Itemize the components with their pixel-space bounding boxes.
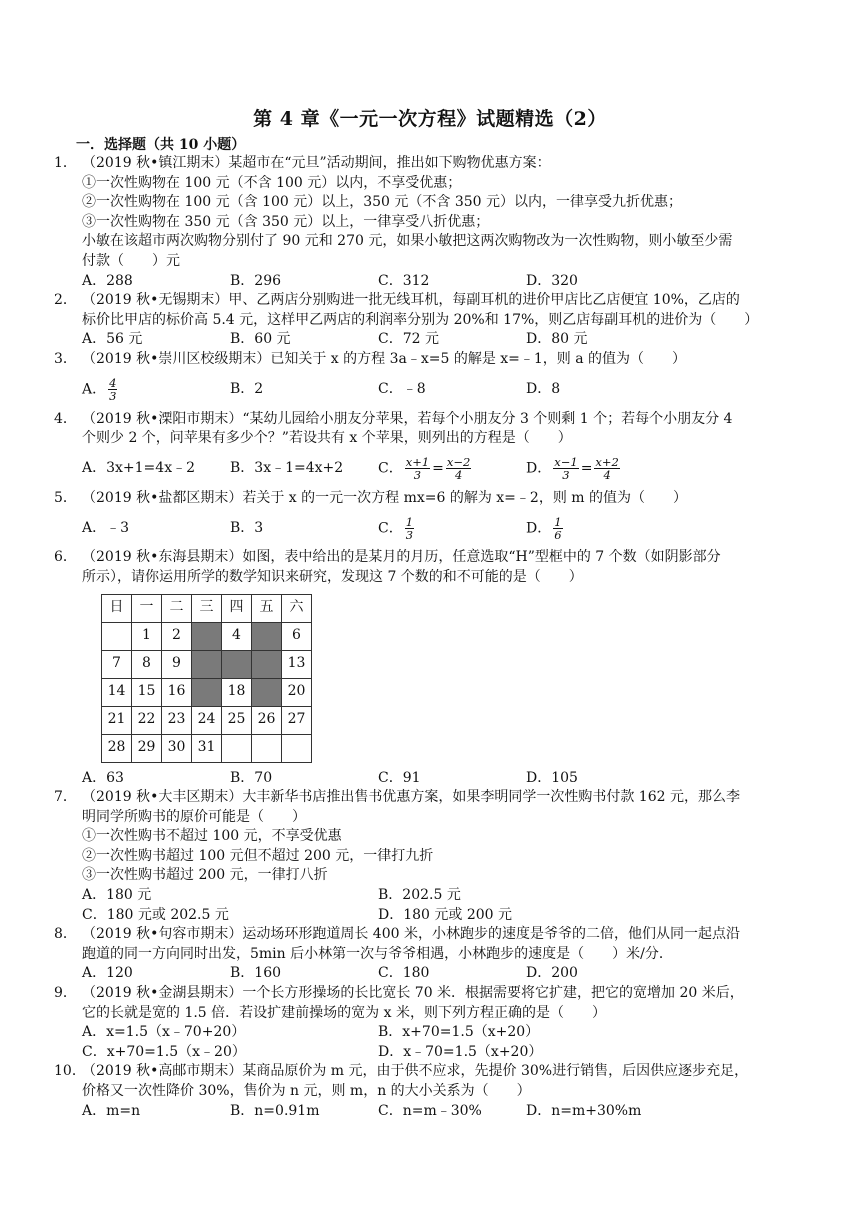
question-4 — [54, 410, 794, 489]
day-cell: 8 — [132, 650, 162, 678]
option-a: A．﹣3 — [82, 519, 130, 536]
day-cell — [192, 678, 222, 706]
day-cell: 26 — [252, 706, 282, 734]
option-c: C．91 — [378, 769, 421, 786]
question-line: 价格又一次性降价 30%，售价为 n 元，则 m，n 的大小关系为（ ） — [82, 1083, 531, 1099]
question-line: ③一次性购书超过 200 元，一律打八折 — [82, 867, 328, 884]
weekday-cell: 一 — [132, 594, 162, 622]
fraction: $\frac{4}{3}$ — [109, 376, 117, 404]
day-cell: 21 — [102, 706, 132, 734]
question-3 — [54, 350, 794, 410]
question-number: 5． — [54, 489, 77, 506]
fraction: $\frac{x-1}{3}$ — [554, 455, 578, 483]
question-line: ③一次性购物在 350 元（含 350 元）以上，一律享受八折优惠； — [82, 213, 490, 230]
option-a: A．m=n — [82, 1102, 141, 1119]
option-a: A．120 — [82, 965, 133, 982]
question-line: ②一次性购物在 100 元（含 100 元）以上，350 元（不含 350 元）以内，一律享受九折优惠； — [82, 194, 683, 211]
day-cell: 14 — [102, 678, 132, 706]
day-cell — [192, 650, 222, 678]
options-row — [54, 769, 794, 789]
question-line: 标价比甲店的标价高 5.4 元，这样甲乙两店的利润率分别为 20%和 17%，则乙店每副耳机的进价为（ ） — [82, 311, 759, 328]
calendar-row — [102, 622, 312, 650]
day-cell: 20 — [282, 678, 312, 706]
question-line: 个则少 2 个，问苹果有多少个？”若设共有 x 个苹果，则列出的方程是（ ） — [82, 430, 572, 447]
option-d: D．n=m+30%m — [526, 1102, 642, 1119]
question-7 — [54, 788, 794, 925]
day-cell — [222, 650, 252, 678]
day-cell: 2 — [162, 622, 192, 650]
equals-sign: = — [580, 460, 593, 477]
question-line: （2019 秋•金湖县期末）一个长方形操场的长比宽长 70 米．根据需要将它扩建，把它的宽增加 20 米后， — [82, 985, 744, 1002]
day-cell: 18 — [222, 678, 252, 706]
option-d: D．x﹣70=1.5（x+20） — [378, 1043, 543, 1060]
day-cell: 31 — [192, 734, 222, 762]
day-cell: 13 — [282, 650, 312, 678]
calendar-row — [102, 706, 312, 734]
option-label: C． — [378, 520, 403, 537]
day-cell: 27 — [282, 706, 312, 734]
option-a: A．288 — [82, 272, 133, 289]
option-c: C．x+70=1.5（x﹣20） — [82, 1043, 246, 1060]
option-b: B．3 — [230, 519, 264, 536]
question-number: 2． — [54, 292, 77, 309]
calendar-table — [101, 594, 312, 763]
question-stem: （2019 秋•崇川区校级期末）已知关于 x 的方程 3a﹣x=5 的解是 x=﹣1，则 a 的值为（ ） — [82, 350, 687, 367]
option-c: C．n=m﹣30% — [378, 1102, 482, 1119]
option-d: D．180 元或 200 元 — [378, 906, 513, 923]
option-c: C．180 — [378, 965, 430, 982]
day-cell — [252, 622, 282, 650]
weekday-cell: 三 — [192, 594, 222, 622]
option-c: C．312 — [378, 272, 430, 289]
options-grid — [54, 886, 794, 925]
day-cell: 9 — [162, 650, 192, 678]
options-row — [54, 272, 794, 292]
option-d: D．8 — [526, 380, 561, 397]
day-cell — [252, 650, 282, 678]
question-line: 所示），请你运用所学的数学知识来研究，发现这 7 个数的和不可能的是（ ） — [82, 568, 583, 585]
question-1 — [54, 154, 794, 291]
option-b: B．x+70=1.5（x+20） — [378, 1024, 540, 1041]
question-line: （2019 秋•大丰区期末）大丰新华书店推出售书优惠方案，如果李明同学一次性购书付款 162 元，那么李 — [82, 789, 740, 806]
question-list — [54, 154, 794, 1121]
weekday-cell: 日 — [102, 594, 132, 622]
weekday-cell: 五 — [252, 594, 282, 622]
option-d — [526, 456, 674, 481]
day-cell — [192, 622, 222, 650]
calendar-row — [102, 734, 312, 762]
option-label: D． — [526, 460, 552, 477]
question-line: （2019 秋•东海县期末）如图，表中给出的是某月的月历，任意选取“H”型框中的 7 个数（如阴影部分 — [82, 549, 721, 566]
weekday-cell: 二 — [162, 594, 192, 622]
question-2 — [54, 291, 794, 350]
question-5 — [54, 489, 794, 549]
calendar-row — [102, 678, 312, 706]
option-a: A．180 元 — [82, 887, 152, 904]
equals-sign: = — [432, 460, 444, 477]
option-d: D．200 — [526, 965, 578, 982]
option-d: D．80 元 — [526, 331, 588, 348]
option-d: D．105 — [526, 769, 578, 786]
option-b: B．60 元 — [230, 331, 291, 348]
option-label: D． — [526, 520, 552, 537]
question-number: 7． — [54, 789, 77, 806]
day-cell: 4 — [222, 622, 252, 650]
day-cell: 16 — [162, 678, 192, 706]
option-b: B．296 — [230, 272, 282, 289]
question-line: 它的长就是宽的 1.5 倍．若设扩建前操场的宽为 x 米，则下列方程正确的是（ ） — [82, 1004, 606, 1021]
question-number: 4． — [54, 410, 77, 427]
question-8 — [54, 925, 794, 984]
option-c — [378, 516, 526, 541]
section-heading: 一．选择题（共 10 小题） — [76, 137, 246, 153]
day-cell — [252, 734, 282, 762]
question-line: ①一次性购书不超过 100 元，不享受优惠 — [82, 828, 342, 845]
day-cell: 25 — [222, 706, 252, 734]
weekday-cell: 六 — [282, 594, 312, 622]
weekday-cell: 四 — [222, 594, 252, 622]
question-number: 3． — [54, 350, 77, 367]
option-d: D．320 — [526, 272, 578, 289]
day-cell: 7 — [102, 650, 132, 678]
question-line: （2019 秋•无锡期末）甲、乙两店分别购进一批无线耳机，每副耳机的进价甲店比乙店便宜 10%，乙店的 — [82, 292, 740, 309]
option-c: C．﹣8 — [378, 380, 426, 397]
calendar-header-row — [102, 594, 312, 622]
calendar-row — [102, 650, 312, 678]
option-a: A．56 元 — [82, 331, 143, 348]
option-a: A．3x+1=4x﹣2 — [82, 459, 195, 476]
options-grid — [54, 1023, 794, 1062]
day-cell: 6 — [282, 622, 312, 650]
question-line: 跑道的同一方向同时出发，5min 后小林第一次与爷爷相遇，小林跑步的速度是（ ）米/分． — [82, 945, 673, 962]
options-row — [54, 508, 794, 548]
question-line: 明同学所购书的原价可能是（ ） — [82, 808, 306, 825]
question-stem: （2019 秋•盐都区期末）若关于 x 的一元一次方程 mx=6 的解为 x=﹣2，则 m 的值为（ ） — [82, 489, 687, 506]
day-cell: 23 — [162, 706, 192, 734]
question-10 — [54, 1062, 794, 1121]
option-b: B．2 — [230, 380, 264, 397]
option-label: A． — [82, 381, 107, 398]
fraction: $\frac{1}{3}$ — [405, 514, 414, 542]
options-row — [54, 1102, 794, 1122]
page-title: 第 4 章《一元一次方程》试题精选（2） — [253, 108, 607, 130]
fraction: $\frac{x+2}{4}$ — [595, 455, 619, 483]
option-d — [526, 516, 674, 541]
question-number: 9． — [54, 985, 77, 1002]
question-line: ①一次性购物在 100 元（不含 100 元）以内，不享受优惠； — [82, 174, 462, 191]
fraction: $\frac{x-2}{4}$ — [446, 455, 471, 483]
fraction: $\frac{x+1}{3}$ — [405, 455, 430, 483]
day-cell: 15 — [132, 678, 162, 706]
question-stem: （2019 秋•镇江期末）某超市在“元旦”活动期间，推出如下购物优惠方案： — [82, 155, 551, 171]
option-c: C．72 元 — [378, 331, 439, 348]
option-b: B．160 — [230, 965, 282, 982]
question-number: 10． — [54, 1063, 86, 1080]
option-label: C． — [378, 460, 403, 477]
question-number: 6． — [54, 549, 77, 566]
day-cell — [252, 678, 282, 706]
question-line: （2019 秋•高邮市期末）某商品原价为 m 元，由于供不应求，先提价 30%进行销售，后因供应逐步充足， — [82, 1063, 749, 1080]
day-cell — [222, 734, 252, 762]
option-b: B．70 — [230, 769, 273, 786]
option-b: B．3x﹣1=4x+2 — [230, 459, 344, 476]
fraction: $\frac{1}{6}$ — [554, 514, 562, 542]
day-cell — [282, 734, 312, 762]
day-cell: 1 — [132, 622, 162, 650]
options-row — [54, 449, 794, 489]
day-cell: 28 — [102, 734, 132, 762]
question-number: 8． — [54, 926, 77, 943]
day-cell: 24 — [192, 706, 222, 734]
day-cell: 30 — [162, 734, 192, 762]
question-line: 小敏在该超市两次购物分别付了 90 元和 270 元，如果小敏把这两次购物改为一次性购物，则小敏至少需 — [82, 233, 733, 250]
question-line: （2019 秋•句容市期末）运动场环形跑道周长 400 米，小林跑步的速度是爷爷的二倍，他们从同一起点沿 — [82, 926, 740, 943]
question-number: 1． — [54, 155, 77, 171]
option-c — [378, 456, 526, 481]
option-a: A．63 — [82, 769, 124, 786]
options-row — [54, 964, 794, 984]
option-b: B．n=0.91m — [230, 1102, 320, 1119]
options-row — [54, 330, 794, 350]
option-b: B．202.5 元 — [378, 887, 461, 904]
question-line: ②一次性购书超过 100 元但不超过 200 元，一律打九折 — [82, 847, 434, 864]
question-9 — [54, 984, 794, 1062]
question-line: （2019 秋•溧阳市期末）“某幼儿园给小朋友分苹果，若每个小朋友分 3 个则剩 1 个；若每个小朋友分 4 — [82, 410, 733, 427]
day-cell: 29 — [132, 734, 162, 762]
option-c: C．180 元或 202.5 元 — [82, 906, 229, 923]
question-line: 付款（ ）元 — [82, 252, 180, 269]
day-cell: 22 — [132, 706, 162, 734]
options-row — [54, 370, 794, 410]
day-cell — [102, 622, 132, 650]
question-6 — [54, 548, 794, 788]
option-a — [82, 377, 230, 402]
option-a: A．x=1.5（x﹣70+20） — [82, 1024, 246, 1041]
